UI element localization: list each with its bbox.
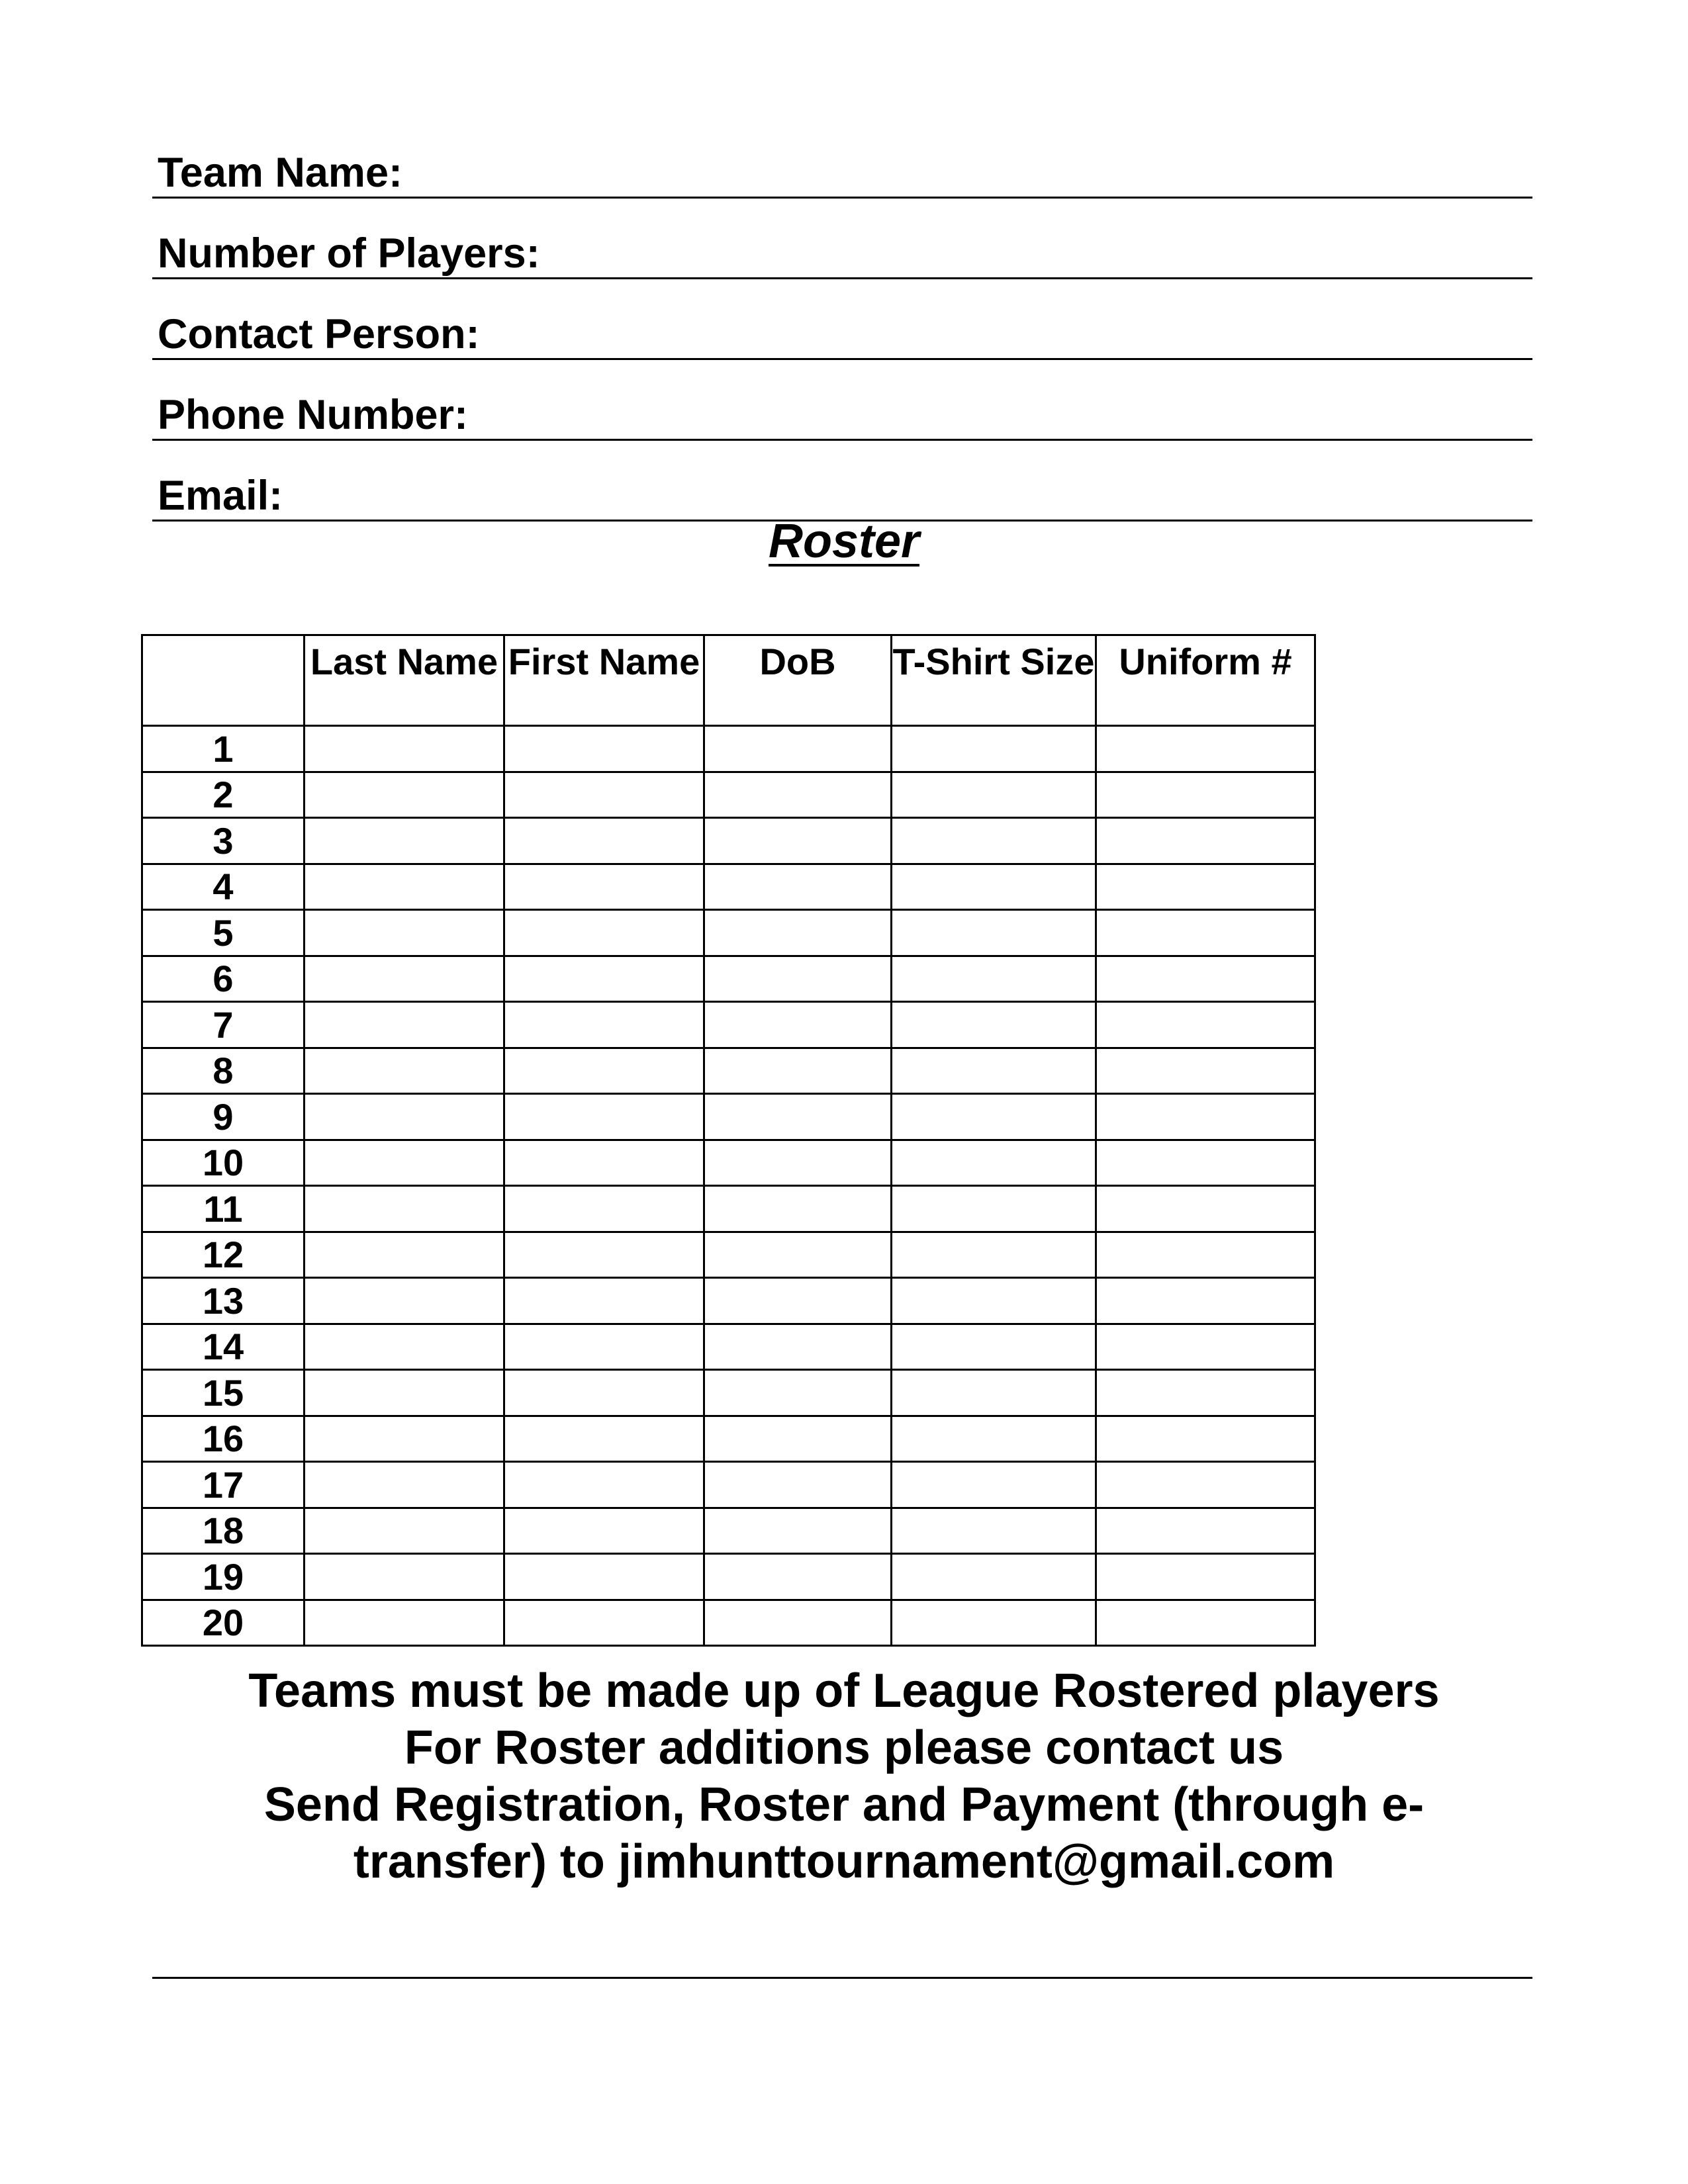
last-name-cell[interactable] xyxy=(305,1094,504,1140)
number-of-players-field[interactable] xyxy=(152,200,1532,279)
table-row xyxy=(142,1002,1315,1048)
dob-cell[interactable] xyxy=(704,1140,892,1186)
first-name-cell[interactable] xyxy=(504,1140,704,1186)
uniform-number-cell[interactable] xyxy=(1096,818,1315,864)
dob-cell[interactable] xyxy=(704,1048,892,1094)
email-field[interactable] xyxy=(152,442,1532,522)
uniform-number-cell[interactable] xyxy=(1096,1600,1315,1646)
number-of-players-label: Number of Players: xyxy=(158,230,540,277)
footer-notice xyxy=(0,1662,1688,1890)
row-number: 15 xyxy=(142,1370,305,1416)
row-number: 14 xyxy=(142,1324,305,1370)
roster-title: Roster xyxy=(768,515,920,568)
row-number: 7 xyxy=(142,1002,305,1048)
uniform-number-cell[interactable] xyxy=(1096,1094,1315,1140)
first-name-cell[interactable] xyxy=(504,1278,704,1324)
last-name-cell[interactable] xyxy=(305,818,504,864)
row-number: 1 xyxy=(142,726,305,772)
last-name-cell[interactable] xyxy=(305,772,504,818)
team-name-label: Team Name: xyxy=(158,150,402,196)
number-of-players-value[interactable] xyxy=(616,222,1526,275)
footer-line: For Roster additions please contact us xyxy=(404,1721,1284,1774)
uniform-number-cell[interactable] xyxy=(1096,1416,1315,1462)
row-number: 6 xyxy=(142,956,305,1002)
first-name-cell[interactable] xyxy=(504,864,704,910)
uniform-number-cell[interactable] xyxy=(1096,1232,1315,1278)
table-row xyxy=(142,956,1315,1002)
email-label: Email: xyxy=(158,473,283,519)
row-number: 17 xyxy=(142,1462,305,1508)
table-row xyxy=(142,1554,1315,1600)
last-name-cell[interactable] xyxy=(305,1324,504,1370)
tshirt-size-cell[interactable] xyxy=(892,1048,1096,1094)
last-name-cell[interactable] xyxy=(305,1186,504,1232)
row-number: 3 xyxy=(142,818,305,864)
last-name-cell[interactable] xyxy=(305,1508,504,1554)
first-name-cell[interactable] xyxy=(504,1554,704,1600)
tshirt-size-cell[interactable] xyxy=(892,1278,1096,1324)
uniform-number-cell[interactable] xyxy=(1096,726,1315,772)
dob-cell[interactable] xyxy=(704,956,892,1002)
table-row xyxy=(142,1048,1315,1094)
last-name-cell[interactable] xyxy=(305,864,504,910)
last-name-cell[interactable] xyxy=(305,1600,504,1646)
first-name-cell[interactable] xyxy=(504,956,704,1002)
dob-cell[interactable] xyxy=(704,1370,892,1416)
tshirt-size-cell[interactable] xyxy=(892,1186,1096,1232)
last-name-cell[interactable] xyxy=(305,1002,504,1048)
dob-cell[interactable] xyxy=(704,1554,892,1600)
last-name-cell[interactable] xyxy=(305,726,504,772)
table-row xyxy=(142,1140,1315,1186)
last-name-cell[interactable] xyxy=(305,1370,504,1416)
footer-line: Send Registration, Roster and Payment (through e- xyxy=(263,1778,1425,1831)
tshirt-size-cell[interactable] xyxy=(892,956,1096,1002)
row-number: 12 xyxy=(142,1232,305,1278)
first-name-cell[interactable] xyxy=(504,1094,704,1140)
tshirt-size-cell[interactable] xyxy=(892,910,1096,956)
first-name-cell[interactable] xyxy=(504,818,704,864)
team-name-field[interactable] xyxy=(152,119,1532,199)
first-name-cell[interactable] xyxy=(504,1324,704,1370)
column-header-uniform-number: Uniform # xyxy=(1096,635,1315,726)
last-name-cell[interactable] xyxy=(305,1416,504,1462)
uniform-number-cell[interactable] xyxy=(1096,1278,1315,1324)
first-name-cell[interactable] xyxy=(504,1186,704,1232)
last-name-cell[interactable] xyxy=(305,1462,504,1508)
footer-line: Teams must be made up of League Rostered players xyxy=(248,1664,1440,1717)
uniform-number-cell[interactable] xyxy=(1096,1186,1315,1232)
table-row xyxy=(142,1232,1315,1278)
table-row xyxy=(142,864,1315,910)
table-row xyxy=(142,1094,1315,1140)
tshirt-size-cell[interactable] xyxy=(892,1140,1096,1186)
table-row xyxy=(142,772,1315,818)
dob-cell[interactable] xyxy=(704,864,892,910)
row-number: 20 xyxy=(142,1600,305,1646)
dob-cell[interactable] xyxy=(704,1462,892,1508)
row-number: 9 xyxy=(142,1094,305,1140)
dob-cell[interactable] xyxy=(704,1232,892,1278)
table-row xyxy=(142,1600,1315,1646)
column-header-last-name: Last Name xyxy=(305,635,504,726)
last-name-cell[interactable] xyxy=(305,956,504,1002)
uniform-number-cell[interactable] xyxy=(1096,1508,1315,1554)
column-header-dob: DoB xyxy=(704,635,892,726)
roster-table xyxy=(141,634,1316,1647)
row-number: 5 xyxy=(142,910,305,956)
table-row xyxy=(142,726,1315,772)
uniform-number-cell[interactable] xyxy=(1096,1048,1315,1094)
dob-cell[interactable] xyxy=(704,1094,892,1140)
tshirt-size-cell[interactable] xyxy=(892,818,1096,864)
first-name-cell[interactable] xyxy=(504,1462,704,1508)
row-number: 10 xyxy=(142,1140,305,1186)
first-name-cell[interactable] xyxy=(504,1002,704,1048)
tshirt-size-cell[interactable] xyxy=(892,772,1096,818)
uniform-number-cell[interactable] xyxy=(1096,1324,1315,1370)
bottom-divider xyxy=(152,1977,1532,1979)
row-number: 19 xyxy=(142,1554,305,1600)
tshirt-size-cell[interactable] xyxy=(892,726,1096,772)
uniform-number-cell[interactable] xyxy=(1096,1462,1315,1508)
first-name-cell[interactable] xyxy=(504,726,704,772)
last-name-cell[interactable] xyxy=(305,1140,504,1186)
contact-person-label: Contact Person: xyxy=(158,311,480,357)
tshirt-size-cell[interactable] xyxy=(892,1002,1096,1048)
dob-cell[interactable] xyxy=(704,1002,892,1048)
table-row xyxy=(142,1416,1315,1462)
first-name-cell[interactable] xyxy=(504,1048,704,1094)
table-row xyxy=(142,818,1315,864)
last-name-cell[interactable] xyxy=(305,1554,504,1600)
table-row xyxy=(142,1370,1315,1416)
tshirt-size-cell[interactable] xyxy=(892,1370,1096,1416)
tshirt-size-cell[interactable] xyxy=(892,1094,1096,1140)
table-row xyxy=(142,1186,1315,1232)
uniform-number-cell[interactable] xyxy=(1096,1140,1315,1186)
contact-person-field[interactable] xyxy=(152,281,1532,360)
footer-line: transfer) to jimhunttournament@gmail.com xyxy=(353,1835,1335,1888)
tshirt-size-cell[interactable] xyxy=(892,1324,1096,1370)
column-header-tshirt-size: T-Shirt Size xyxy=(892,635,1096,726)
row-number: 8 xyxy=(142,1048,305,1094)
dob-cell[interactable] xyxy=(704,1324,892,1370)
table-row xyxy=(142,910,1315,956)
table-row xyxy=(142,1462,1315,1508)
table-row xyxy=(142,1508,1315,1554)
dob-cell[interactable] xyxy=(704,1416,892,1462)
dob-cell[interactable] xyxy=(704,1278,892,1324)
tshirt-size-cell[interactable] xyxy=(892,864,1096,910)
phone-number-value[interactable] xyxy=(616,383,1526,436)
first-name-cell[interactable] xyxy=(504,1370,704,1416)
dob-cell[interactable] xyxy=(704,726,892,772)
uniform-number-cell[interactable] xyxy=(1096,910,1315,956)
last-name-cell[interactable] xyxy=(305,1232,504,1278)
dob-cell[interactable] xyxy=(704,818,892,864)
row-number: 11 xyxy=(142,1186,305,1232)
phone-number-label: Phone Number: xyxy=(158,392,469,438)
first-name-cell[interactable] xyxy=(504,1416,704,1462)
row-number: 4 xyxy=(142,864,305,910)
row-number: 16 xyxy=(142,1416,305,1462)
column-header-index xyxy=(142,635,305,726)
row-number: 2 xyxy=(142,772,305,818)
first-name-cell[interactable] xyxy=(504,1232,704,1278)
tshirt-size-cell[interactable] xyxy=(892,1462,1096,1508)
dob-cell[interactable] xyxy=(704,1186,892,1232)
first-name-cell[interactable] xyxy=(504,910,704,956)
table-row xyxy=(142,1324,1315,1370)
row-number: 18 xyxy=(142,1508,305,1554)
table-row xyxy=(142,1278,1315,1324)
roster-header-row xyxy=(142,635,1315,726)
team-name-value[interactable] xyxy=(616,141,1526,194)
column-header-first-name: First Name xyxy=(504,635,704,726)
dob-cell[interactable] xyxy=(704,910,892,956)
email-value[interactable] xyxy=(616,464,1526,517)
first-name-cell[interactable] xyxy=(504,772,704,818)
roster-body xyxy=(142,726,1315,1646)
first-name-cell[interactable] xyxy=(504,1600,704,1646)
first-name-cell[interactable] xyxy=(504,1508,704,1554)
uniform-number-cell[interactable] xyxy=(1096,864,1315,910)
uniform-number-cell[interactable] xyxy=(1096,956,1315,1002)
uniform-number-cell[interactable] xyxy=(1096,1554,1315,1600)
dob-cell[interactable] xyxy=(704,772,892,818)
last-name-cell[interactable] xyxy=(305,910,504,956)
tshirt-size-cell[interactable] xyxy=(892,1508,1096,1554)
tshirt-size-cell[interactable] xyxy=(892,1416,1096,1462)
dob-cell[interactable] xyxy=(704,1600,892,1646)
uniform-number-cell[interactable] xyxy=(1096,1002,1315,1048)
phone-number-field[interactable] xyxy=(152,361,1532,441)
tshirt-size-cell[interactable] xyxy=(892,1554,1096,1600)
uniform-number-cell[interactable] xyxy=(1096,1370,1315,1416)
tshirt-size-cell[interactable] xyxy=(892,1600,1096,1646)
row-number: 13 xyxy=(142,1278,305,1324)
dob-cell[interactable] xyxy=(704,1508,892,1554)
contact-person-value[interactable] xyxy=(616,302,1526,355)
last-name-cell[interactable] xyxy=(305,1278,504,1324)
last-name-cell[interactable] xyxy=(305,1048,504,1094)
tshirt-size-cell[interactable] xyxy=(892,1232,1096,1278)
uniform-number-cell[interactable] xyxy=(1096,772,1315,818)
